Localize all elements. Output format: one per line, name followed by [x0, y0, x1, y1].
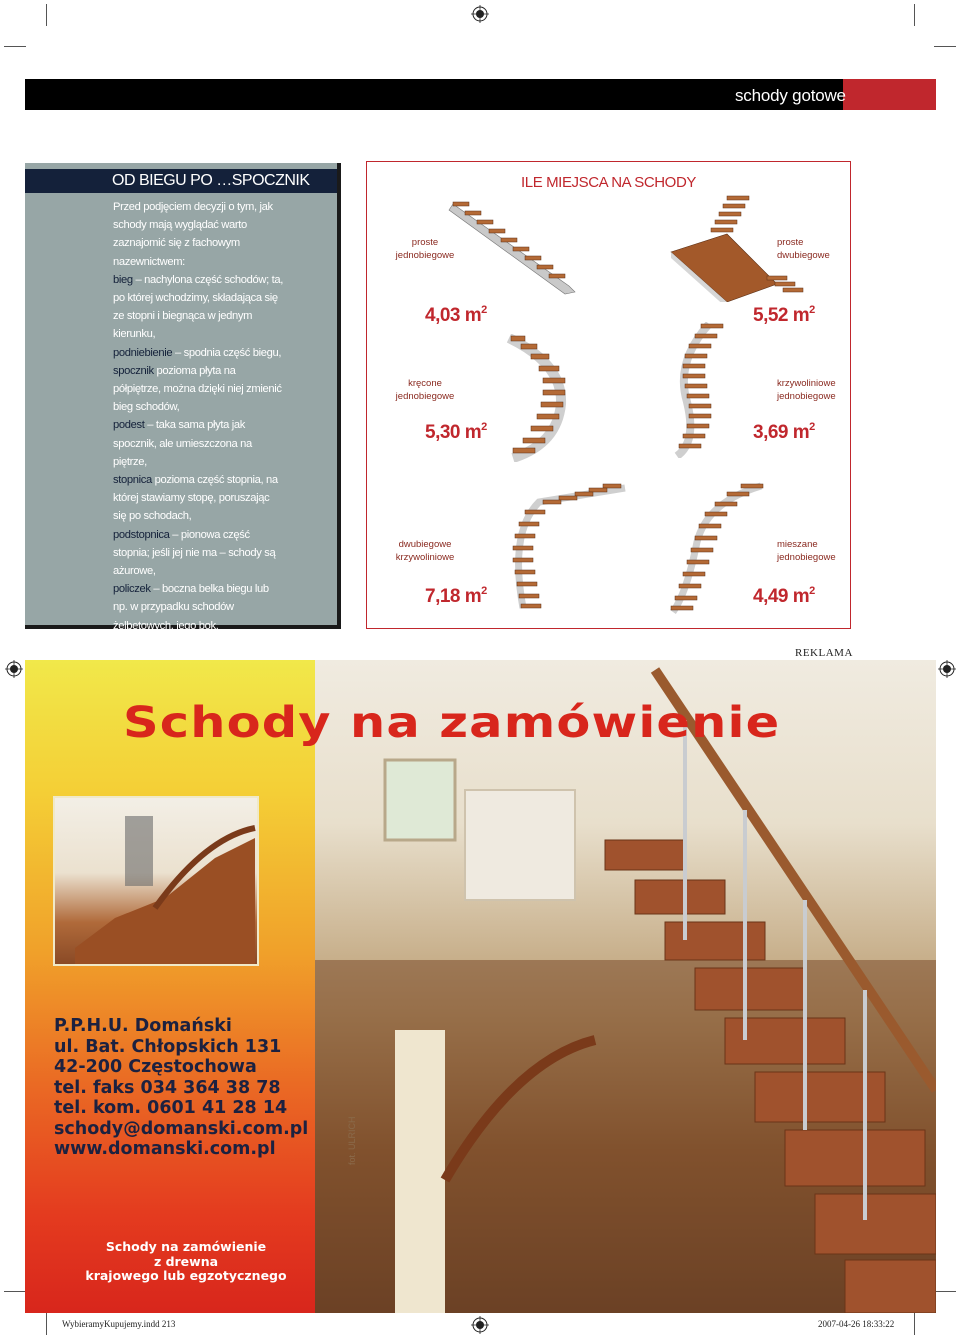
company-email: schody@domanski.com.pl	[54, 1118, 309, 1139]
company-mobile: tel. kom. 0601 41 28 14	[54, 1098, 288, 1118]
file-slug: WybieramyKupujemy.indd 213	[62, 1319, 176, 1329]
interior-staircase-photo-drawing	[55, 798, 257, 964]
stair-type-line: dwubiegowe	[398, 539, 452, 550]
stair-type-line: krzywoliniowe	[395, 552, 455, 563]
glossary-term-entry	[113, 529, 275, 577]
mixed-single-flight-stair-illustration	[667, 482, 767, 616]
curved-single-flight-stair-illustration	[673, 322, 729, 458]
straight-two-flight-stair-illustration	[667, 192, 807, 302]
stair-type-line: dwubiegowe	[777, 250, 830, 261]
company-website: www.domanski.com.pl	[54, 1139, 276, 1159]
area-number: 3,69 m	[753, 422, 810, 443]
stair-area-value	[425, 585, 487, 608]
area-number: 5,30 m	[425, 422, 482, 443]
advertisement-contact	[54, 1016, 308, 1160]
staircase-photo	[315, 660, 936, 1313]
glossary-term-entry	[113, 474, 278, 522]
area-unit-exponent: 2	[481, 585, 487, 597]
glossary-text	[113, 198, 283, 635]
staircase-photo-drawing	[315, 660, 936, 1313]
slogan-line: z drewna	[153, 1253, 219, 1269]
stair-area-value	[753, 304, 815, 327]
registration-mark-icon	[471, 1316, 489, 1334]
stair-type-line: jednobiegowe	[395, 250, 455, 261]
area-unit-exponent: 2	[809, 304, 815, 316]
area-unit-exponent: 2	[809, 585, 815, 597]
stair-type-line: jednobiegowe	[395, 391, 455, 402]
company-name: P.P.H.U. Domański	[54, 1016, 232, 1036]
glossary-term: podstopnica	[113, 528, 170, 541]
spiral-single-flight-stair-illustration	[503, 334, 573, 462]
crop-mark	[46, 1313, 47, 1335]
glossary-title: OD BIEGU PO …SPOCZNIK	[112, 172, 310, 189]
stair-area-value	[753, 585, 815, 608]
section-header-accent	[843, 79, 936, 110]
glossary-definition: – pionowa część stopnia; jeśli jej nie ma – schody są ażurowe,	[113, 528, 276, 578]
glossary-term: bieg	[113, 273, 133, 286]
area-number: 4,49 m	[753, 586, 810, 607]
interior-staircase-photo	[53, 796, 259, 966]
stair-type-label	[777, 377, 836, 403]
stair-type-label	[385, 377, 465, 403]
glossary-term-entry	[113, 365, 282, 413]
advertisement-headline: Schody na zamówienie	[123, 698, 781, 748]
section-title: schody gotowe	[735, 86, 846, 105]
registration-mark-icon	[471, 5, 489, 23]
area-number: 5,52 m	[753, 305, 810, 326]
glossary-definition: – boczna belka biegu lub np. w przypadku schodów żelbetowych, jego bok.	[113, 583, 269, 632]
slogan-line: Schody na zamówienie	[105, 1239, 267, 1254]
crop-mark	[46, 4, 47, 26]
area-unit-exponent: 2	[809, 421, 815, 433]
slogan-line: krajowego lub egzotycznego	[85, 1268, 287, 1283]
area-number: 4,03 m	[425, 305, 482, 326]
stair-area-value	[753, 421, 815, 444]
stairs-panel-title: ILE MIEJSCA NA SCHODY	[521, 174, 696, 191]
crop-mark	[934, 1291, 956, 1292]
two-flight-curved-stair-illustration	[499, 482, 627, 614]
photo-credit: fot. ULRICH	[347, 1116, 357, 1165]
advertisement	[25, 660, 936, 1313]
glossary-definition: pozioma część stopnia, na której stawiamy stopę, poruszając się po schodach,	[113, 474, 278, 523]
glossary-term: stopnica	[113, 474, 152, 487]
company-phone-fax: tel. faks 034 364 38 78	[54, 1077, 281, 1098]
registration-mark-icon	[938, 660, 956, 678]
crop-mark	[934, 46, 956, 47]
stair-type-line: mieszane	[777, 539, 818, 550]
stair-type-line: jednobiegowe	[777, 391, 836, 402]
advertisement-slogan	[55, 1240, 317, 1284]
stair-area-value	[425, 421, 487, 444]
stair-type-line: jednobiegowe	[777, 552, 836, 563]
glossary-header	[25, 169, 337, 193]
glossary-term: policzek	[113, 583, 151, 596]
stair-type-line: krzywoliniowe	[777, 378, 836, 389]
glossary-definition: – taka sama płyta jak spocznik, ale umieszczona na piętrze,	[113, 419, 252, 468]
glossary-definition: – nachylona część schodów; ta, po której wchodzimy, składająca się ze stopni i biegnąca w jednym kierunku,	[113, 273, 283, 341]
stair-type-line: kręcone	[408, 378, 442, 389]
advertisement-label: REKLAMA	[795, 647, 853, 659]
straight-single-flight-stair-illustration	[447, 200, 577, 296]
stair-type-line: proste	[411, 237, 439, 248]
registration-mark-icon	[5, 660, 23, 678]
company-street: ul. Bat. Chłopskich 131	[54, 1036, 282, 1057]
crop-mark	[4, 1291, 26, 1292]
date-slug: 2007-04-26 18:33:22	[818, 1319, 895, 1329]
area-unit-exponent: 2	[481, 304, 487, 316]
glossary-term-entry	[113, 583, 269, 631]
company-city: 42-200 Częstochowa	[54, 1057, 257, 1077]
glossary-term: podniebienie	[113, 346, 173, 359]
glossary-term-entry	[113, 274, 283, 341]
area-unit-exponent: 2	[481, 421, 487, 433]
crop-mark	[4, 46, 26, 47]
glossary-term-entry	[113, 347, 281, 359]
glossary-term: spocznik	[113, 364, 154, 377]
glossary-term-entry	[113, 419, 252, 467]
crop-mark	[914, 4, 915, 26]
area-number: 7,18 m	[425, 586, 482, 607]
glossary-panel	[25, 163, 341, 632]
stairs-space-panel	[366, 161, 851, 629]
stair-type-label	[385, 538, 465, 564]
glossary-term: podest	[113, 419, 145, 432]
glossary-intro: Przed podjęciem decyzji o tym, jak schody mają wyglądać warto zaznajomić się z fachowym nazewnictwem:	[113, 201, 273, 268]
stair-type-line: proste	[777, 237, 804, 248]
glossary-definition: pozioma płyta na półpiętrze, można dzięki niej zmienić bieg schodów,	[113, 364, 282, 414]
crop-mark	[914, 1313, 915, 1335]
stair-type-label	[777, 538, 836, 564]
stair-area-value	[425, 304, 487, 327]
glossary-definition: – spodnia część biegu,	[172, 346, 282, 359]
